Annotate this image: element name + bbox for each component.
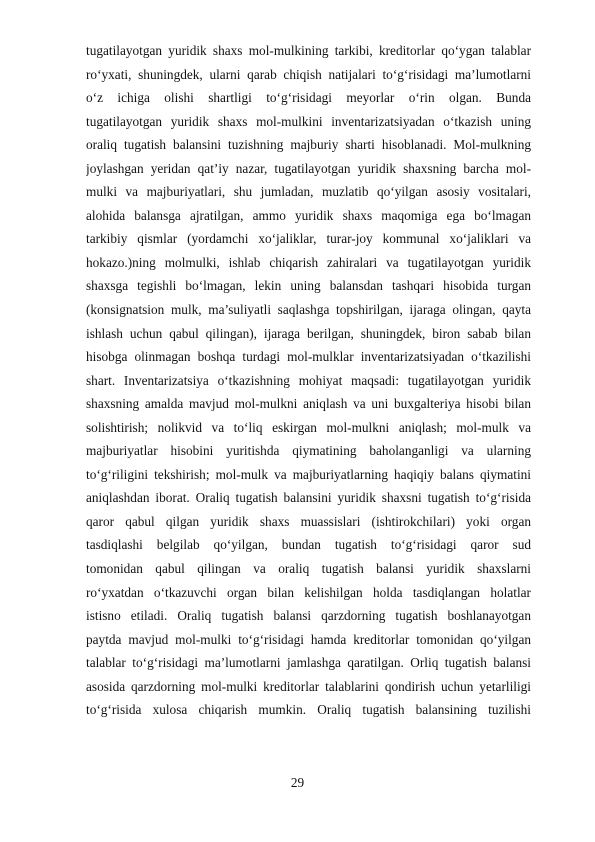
text-line: tugatilayotgan yuridik shaxs mol-mulkini inventarizatsiyadan o‘tkazish uning [86,113,531,129]
text-line: ro‘yxati, shuningdek, ularni qarab chiqish natijalari to‘g‘risidagi ma’lumotlarni [86,66,531,82]
text-line: (konsignatsion mulk, ma’suliyatli saqlashga topshirilgan, ijaraga olingan, qayta [86,302,531,318]
text-line: ro‘yxatdan o‘tkazuvchi organ bilan kelishilgan holda tasdiqlangan holatlar [86,584,531,600]
text-line: talablar to‘g‘risidagi ma’lumotlarni jamlashga qaratilgan. Orliq tugatish balansi [86,655,531,671]
text-line: aniqlashdan iborat. Oraliq tugatish balansini yuridik shaxsni tugatish to‘g‘risida [86,490,531,506]
text-line: oraliq tugatish balansini tuzishning majburiy sharti hisoblanadi. Mol-mulkning [86,137,531,153]
text-line: paytda mavjud mol-mulki to‘g‘risidagi hamda kreditorlar tomonidan qo‘yilgan [86,631,531,647]
text-line: joylashgan yeridan qat’iy nazar, tugatilayotgan yuridik shaxsning barcha mol- [86,160,531,176]
text-line: tarkibiy qismlar (yordamchi xo‘jaliklar, turar-joy kommunal xo‘jaliklari va [86,231,531,247]
text-line: hokazo.)ning molmulki, ishlab chiqarish zahiralari va tugatilayotgan yuridik [86,254,531,270]
text-line: tugatilayotgan yuridik shaxs mol-mulkining tarkibi, kreditorlar qo‘ygan talablar [86,43,531,58]
text-line: majburiyatlar hisobini yuritishda qiymatining baholanganligi va ularning [86,443,531,459]
text-line: qaror qabul qilgan yuridik shaxs muassislari (ishtirokchilari) yoki organ [86,513,531,529]
text-line: to‘g‘risida xulosa chiqarish mumkin. Oraliq tugatish balansining tuzilishi [86,702,531,718]
text-line: alohida balansga ajratilgan, ammo yuridik shaxs maqomiga ega bo‘lmagan [86,207,531,223]
text-line: shaxsning amalda mavjud mol-mulkni aniqlash va uni buxgalteriya hisobi bilan [86,396,531,412]
text-line: to‘g‘riligini tekshirish; mol-mulk va majburiyatlarning haqiqiy balans qiymatini [86,466,531,482]
body-text [86,39,531,722]
text-line: asosida qarzdorning mol-mulki kreditorlar talablarini qondirish uchun yetarliligi [86,678,531,694]
text-line: hisobga olinmagan boshqa turdagi mol-mulklar inventarizatsiyadan o‘tkazilishi [86,349,531,365]
text-line: istisno etiladi. Oraliq tugatish balansi qarzdorning tugatish boshlanayotgan [86,608,531,624]
text-line: mulki va majburiyatlari, shu jumladan, muzlatib qo‘yilgan asosiy vositalari, [86,184,531,200]
text-line: shaxsga tegishli bo‘lmagan, lekin uning balansdan tashqari hisobida turgan [86,278,531,294]
text-line: tomonidan qabul qilingan va oraliq tugatish balansi yuridik shaxslarni [86,561,531,577]
page-number: 29 [290,775,305,790]
text-line: solishtirish; nolikvid va to‘liq eskirgan mol-mulkni aniqlash; mol-mulk va [86,419,531,435]
text-line: o‘z ichiga olishi shartligi to‘g‘risidagi meyorlar o‘rin olgan. Bunda [86,90,531,106]
text-line: tasdiqlashi belgilab qo‘yilgan, bundan tugatish to‘g‘risidagi qaror sud [86,537,531,553]
text-line: ishlash uchun qabul qilingan), ijaraga berilgan, shuningdek, biron sabab bilan [86,325,531,341]
text-line: shart. Inventarizatsiya o‘tkazishning mohiyat maqsadi: tugatilayotgan yuridik [86,372,531,388]
